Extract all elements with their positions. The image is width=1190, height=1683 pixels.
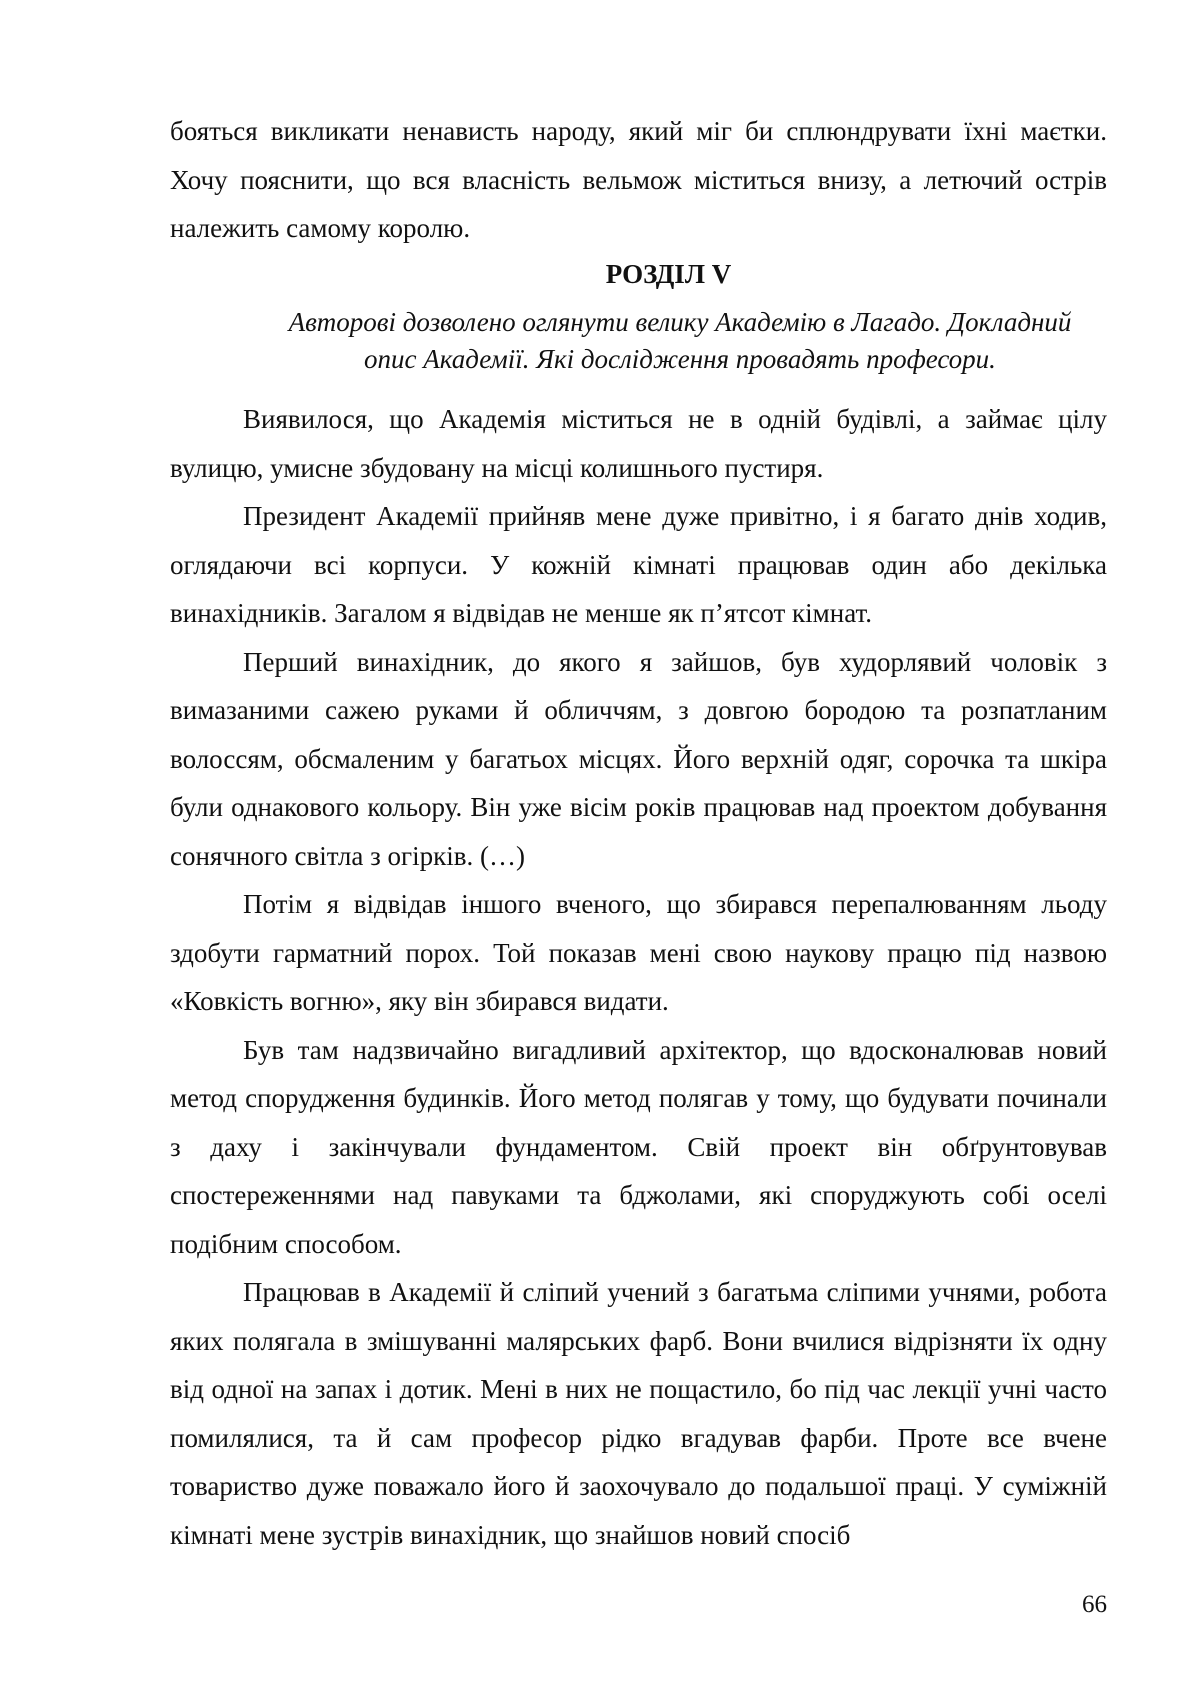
paragraph: Виявилося, що Академія міститься не в одній будівлі, а займає цілу вулицю, умисне збудовану на місці колишнього пустиря. <box>170 404 1107 483</box>
chapter-heading: РОЗДІЛ V <box>605 259 732 289</box>
paragraph-text: бояться викликати ненависть народу, який міг би сплюндрувати їхні маєтки. Хочу пояснити, що вся власність вельмож міститься внизу, а летючий острів належить самому королю. <box>170 116 1107 243</box>
chapter-body <box>170 395 1107 1559</box>
chapter-subtitle-line: Авторові дозволено оглянути велику Академію в Лагадо. Докладний <box>288 307 1072 337</box>
paragraph: Перший винахідник, до якого я зайшов, був худорлявий чоловік з вимазаними сажею руками й обличчям, з довгою бородою та розпатланим волоссям, обсмаленим у багатьох місцях. Його верхній одяг, сорочка та шкіра були однакового кольору. Він уже вісім років працював над проектом добування сонячного світла з огірків. (…) <box>170 646 1107 871</box>
page-number: 66 <box>1082 1591 1107 1618</box>
paragraph: Потім я відвідав іншого вченого, що збирався перепалюванням льоду здобути гарматний порох. Той показав мені свою наукову працю під назвою «Ковкість вогню», яку він збирався видати. <box>170 889 1107 1016</box>
chapter-subtitle <box>250 304 1110 378</box>
paragraph: Був там надзвичайно вигадливий архітектор, що вдосконалював новий метод спорудження будинків. Його метод полягав у тому, що будувати починали з даху і закінчували фундаментом. Свій проект він обґрунтовував спостереженнями над павуками та бджолами, які споруджують собі оселі подібним способом. <box>170 1034 1107 1259</box>
continued-paragraph <box>170 107 1107 253</box>
chapter-subtitle-line: опис Академії. Які дослідження провадять професори. <box>364 344 996 374</box>
paragraph: Працював в Академії й сліпий учений з багатьма сліпими учнями, робота яких полягала в змішуванні малярських фарб. Вони вчилися відрізняти їх одну від одної на запах і дотик. Мені в них не пощастило, бо під час лекції учні часто помилялися, та й сам професор рідко вгадував фарби. Проте все вчене товариство дуже поважало його й заохочувало до подальшої праці. У суміжній кімнаті мене зустрів винахідник, що знайшов новий спосіб <box>170 1277 1107 1550</box>
paragraph: Президент Академії прийняв мене дуже привітно, і я багато днів ходив, оглядаючи всі корпуси. У кожній кімнаті працював один або декілька винахідників. Загалом я відвідав не менше як п’ятсот кімнат. <box>170 501 1107 628</box>
